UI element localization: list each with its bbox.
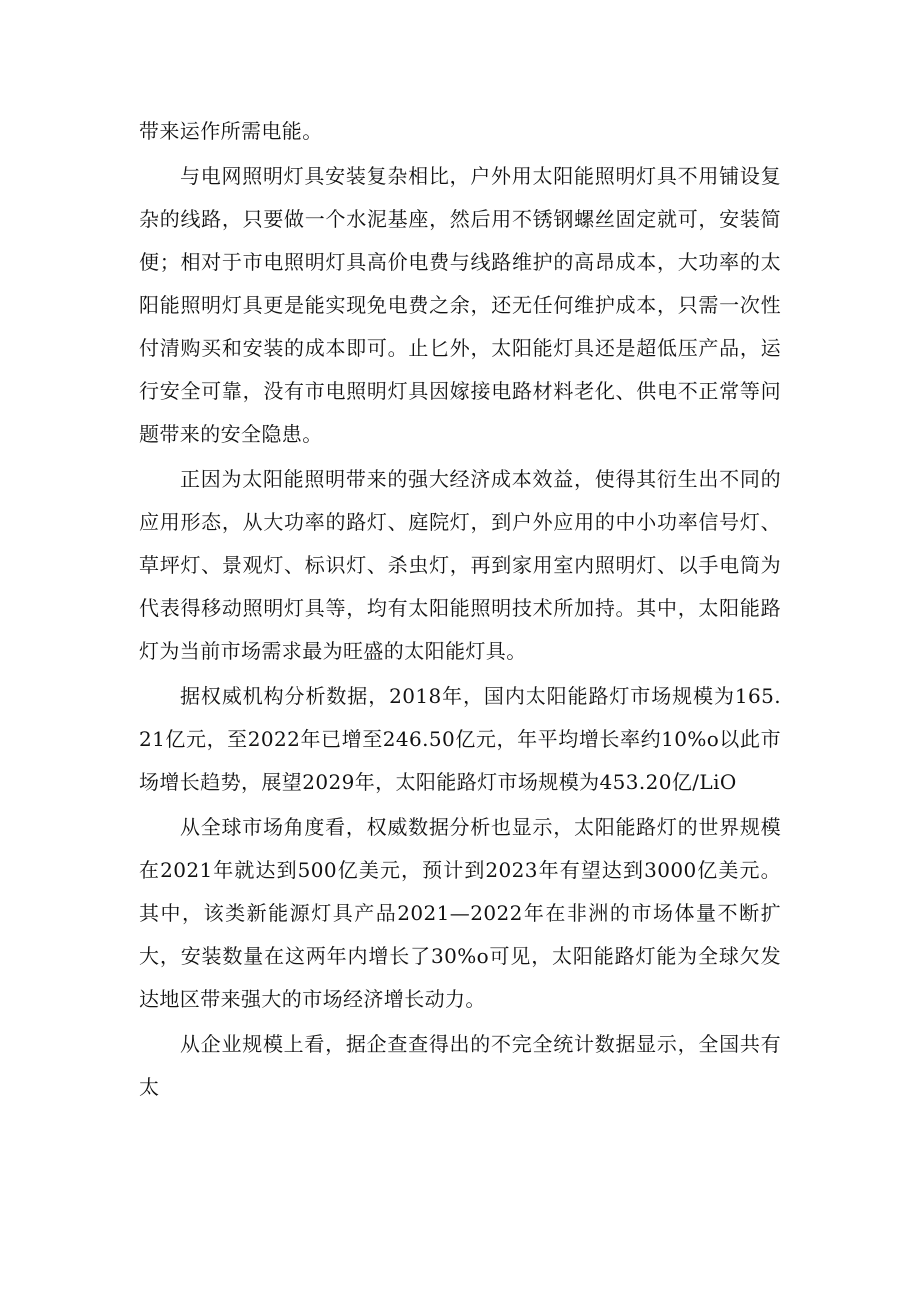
paragraph-1: 带来运作所需电能。 <box>139 119 323 143</box>
paragraph-5: 从全球市场角度看，权威数据分析也显示，太阳能路灯的世界规模在2021年就达到500亿美元，预计到2023年有望达到3000亿美元。其中，该类新能源灯具产品2021—2022年在非洲的市场体量不断扩大，安装数量在这两年内增长了30%o可见，太阳能路灯能为全球欠发达地区带来强大的市场经济增长动力。 <box>139 815 781 1011</box>
paragraph-6: 从企业规模上看，据企查查得出的不完全统计数据显示，全国共有太 <box>139 1032 781 1099</box>
paragraph-3: 正因为太阳能照明带来的强大经济成本效益，使得其衍生出不同的应用形态，从大功率的路灯、庭院灯，到户外应用的中小功率信号灯、草坪灯、景观灯、标识灯、杀虫灯，再到家用室内照明灯、以手电筒为代表得移动照明灯具等，均有太阳能照明技术所加持。其中，太阳能路灯为当前市场需求最为旺盛的太阳能灯具。 <box>139 467 781 663</box>
document-body <box>139 110 781 1109</box>
paragraph-2: 与电网照明灯具安装复杂相比，户外用太阳能照明灯具不用铺设复杂的线路，只要做一个水泥基座，然后用不锈钢螺丝固定就可，安装简便；相对于市电照明灯具高价电费与线路维护的高昂成本，大功率的太阳能照明灯具更是能实现免电费之余，还无任何维护成本，只需一次性付清购买和安装的成本即可。止匕外，太阳能灯具还是超低压产品，运行安全可靠，没有市电照明灯具因嫁接电路材料老化、供电不正常等问题带来的安全隐患。 <box>139 164 781 446</box>
paragraph-4: 据权威机构分析数据，2018年，国内太阳能路灯市场规模为165.21亿元，至2022年已增至246.50亿元，年平均增长率约10%o以此市场增长趋势，展望2029年，太阳能路灯市场规模为453.20亿/LiO <box>139 684 781 794</box>
